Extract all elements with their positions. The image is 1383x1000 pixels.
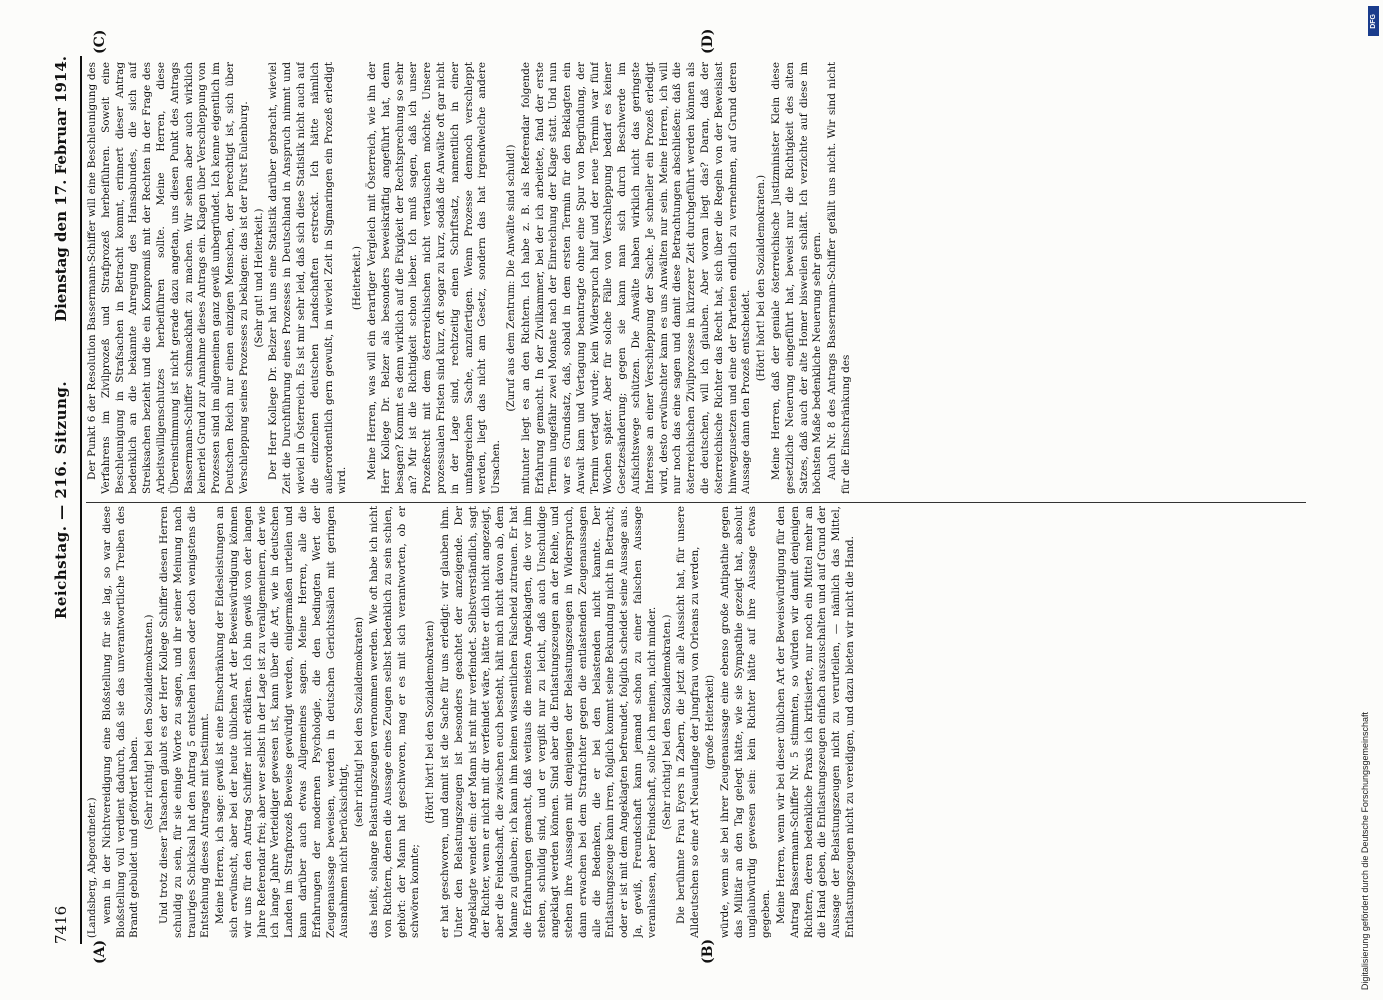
paragraph: Meine Herren, ich sage: gewiß ist eine Einschränkung der Eidesleistungen an sich erwünscht, aber bei der heute üblichen Art der Beweiswürdigung können wir uns für den Antrag Schiffer nicht erklären. Ich bin gewiß von der langen Jahre Referendar frei; aber wer selbst in der Lage ist zu verallgemeinern, der wie ich lange Jahre Verteidiger gewesen ist, kann über die Art, wie in deutschen Landen im Strafprozeß Beweise gewürdigt werden, einigermaßen urteilen und kann darüber auch etwas Allgemeines sagen. Meine Herren, alle die Erfahrungen der modernen Psychologie, die den bedingten Wert der Zeugenaussage beweisen, werden in deutschen Gerichtssälen mit geringen Ausnahmen nicht berücksichtigt, [214,506,351,938]
header-rule [80,56,82,944]
paragraph: Und trotz dieser Tatsachen glaubt es der Herr Kollege Schiffer diesen Herren schuldig zu sein, für sie einige Worte zu sagen, und ihr seiner Meinung nach trauriges Schicksal hat den Antrag 5 entstehen lassen oder doch wenigstens die Entstehung dieses Antrages mit bestimmt. [157,506,212,938]
side-note [1356,20,1376,990]
paragraph: mitunter liegt es an den Richtern. Ich habe z. B. als Referendar folgende Erfahrung gemacht. In der Zivilkammer, bei der ich arbeitete, fand der erste Termin ungefähr zwei Monate nach der Einreichung der Klage statt. Und nun war es Grundsatz, daß, sobald in dem ersten Termin für den Beklagten ein Anwalt kam und Vertagung beantragte ohne eine Spur von Begründung, der Termin vertagt wurde; kein Widerspruch half und der neue Termin war fünf Wochen später. Aber für solche Fälle von Verschleppung bedarf es keiner Gesetzesänderung; gegen sie kann man sich durch Beschwerde im Aufsichtswege schützen. Die Anwälte haben wirklich nicht das geringste Interesse an einer Verschleppung der Sache. Je schneller ein Prozeß erledigt wird, desto erwünschter kann es uns Anwälten nur sein. Meine Herren, ich will nur noch das eine sagen und damit diese Betrachtungen abschließen: daß die österreichischen Zivilprozesse in kürzerer Zeit durchgeführt werden können als die deutschen, will ich glauben. Aber woran liegt das? Daran, daß der österreichische Richter das Recht hat, sich über die Regeln von der Beweislast hinwegzusetzen und eine der Parteien endlich zu vernehmen, auf Grund deren Aussage dann den Prozeß entscheidet. [519,62,753,494]
paragraph: Meine Herren, daß der geniale österreichische Justizminister Klein diese gesetzliche Neuerung eingeführt hat, beweist nur die Richtigkeit des alten Satzes, daß auch der alte Homer bisweilen schläft. Ich verzichte auf diese im höchsten Maße bedenkliche Neuerung sehr gern. [770,62,824,494]
paragraph: Der Punkt 6 der Resolution Bassermann-Schiffer will eine Beschleunigung des Verfahrens im Zivilprozeß und Strafprozeß herbeiführen. Soweit eine Beschleunigung in Strafsachen in Betracht kommt, erinnert dieser Antrag bedenklich an die bekannte Anregung des Hansabundes, die sich auf Streiksachen bezieht und die ein Kompromiß mit der Rechten in der Frage des Arbeitswilligenschutzes herbeiführen sollte. Meine Herren, diese Übereinstimmung ist nicht gerade dazu angetan, uns diesen Punkt des Antrags Bassermann-Schiffer schmackhaft zu machen. Wir sehen aber auch wirklich keinerlei Grund zur Annahme dieses Antrags ein. Klagen über Verschleppung von Prozessen sind im allgemeinen ganz gewiß unbegründet. Ich kenne eigentlich im Deutschen Reich nur einen einzigen Menschen, der berechtigt ist, sich über Verschleppung seines Prozesses zu beklagen: das ist der Fürst Eulenburg. [86,62,250,494]
session-date: Dienstag den 17. Februar 1914. [52,56,70,322]
session-title: Reichstag. — 216. Sitzung. [52,380,70,620]
margin-letter-d: (D) [700,28,716,54]
interjection: (große Heiterkeit) [705,674,717,770]
paragraph: Der Herr Kollege Dr. Belzer hat uns eine Statistik darüber gebracht, wieviel Zeit die Durchführung eines Prozesses in Deutschland in Anspruch nimmt und wieviel in Österreich. Es ist mir sehr leid, daß sich diese Statistik nicht auch auf die einzelnen deutschen Landschaften erstreckt. Ich hätte nämlich außerordentlich gern gewußt, in wieviel Zeit in Sigmaringen ein Prozeß erledigt wird. [267,62,349,494]
margin-letter-c: (C) [92,29,108,54]
interjection: (Zuruf aus dem Zentrum: Die Anwälte sind schuld!) [505,144,517,412]
paragraph: würde, wenn sie bei ihrer Zeugenaussage eine ebenso große Antipathie gegen das Militär an den Tag gelegt hätte, wie sie Sympathie gezeigt hat, absolut unglaubwürdig gewesen sein: kein Richter hätte auf ihre Aussage etwas gegeben. [718,506,773,938]
side-note-text: Digitalisierung gefördert durch die Deutsche Forschungsgemeinschaft [1360,711,1370,990]
column-divider [86,502,1306,503]
interjection: (Sehr gut! und Heiterkeit.) [253,208,265,348]
paragraph: Meine Herren, wenn wir bei dieser üblichen Art der Beweiswürdigung für den Antrag Bassermann-Schiffer Nr. 5 stimmten, so würden wir damit denjenigen Richtern, deren bedenkliche Praxis ich kritisierte, nur noch ein Mittel mehr an die Hand geben, die Entlastungszeugen einfach auszuschalten und auf Grund der Aussage der Belastungszeugen nicht zu verurteilen, — nämlich das Mittel, Entlastungszeugen nicht zu vereidigen, und dazu bieten wir nicht die Hand. [775,506,857,938]
paragraph: Auch Nr. 8 des Antrags Bassermann-Schiffer gefällt uns nicht. Wir sind nicht für die Einschränkung des [826,62,853,494]
dfg-logo-text: DFG [1370,13,1377,29]
dfg-logo [1368,6,1379,36]
interjection: (Sehr richtig! bei den Sozialdemokraten.) [661,614,673,830]
left-column [86,506,1316,938]
margin-letter-a: (A) [92,939,108,964]
page-header [48,56,76,944]
margin-letter-b: (B) [700,938,716,964]
speaker-line: (Landsberg, Abgeordneter.) [87,797,98,938]
interjection: (Heiterkeit.) [352,246,364,310]
right-column [86,62,1316,494]
paragraph: er hat geschworen, und damit ist die Sache für uns erledigt: wir glauben ihm. Unter den Belastungszeugen ist besonders geachtet der anzeigende. Der Angeklagte wendet ein: der Mann ist mit mir verfeindet. Selbstverständlich, sagt der Richter, wenn er nicht mit dir verfeindet wäre, hätte er dich nicht angezeigt, aber die Feindschaft, die zwischen euch besteht, hält mich nicht davon ab, dem Manne zu glauben; ich kann ihm keinen wissentlichen Falscheid zutrauen. Er hat die Erfahrungen gemacht, daß weitaus die meisten Angeklagten, die vor ihm stehen, schuldig sind, und er vergißt nur zu leicht, daß auch Unschuldige angeklagt werden können. Sind aber die Entlastungszeugen an der Reihe, und stehen ihre Aussagen mit denjenigen der Belastungszeugen in Widerspruch, dann erwachen bei dem Strafrichter gegen die entlastenden Zeugenaussagen alle die Bedenken, die er bei den belastenden nicht kannte. Der Entlastungszeuge kann irren, folglich kommt seine Bekundung nicht in Betracht; oder er ist mit dem Angeklagten befreundet, folglich scheidet seine Aussage aus. Ja, gewiß, Freundschaft kann jemand schon zu einer falschen Aussage veranlassen, aber Feindschaft, sollte ich meinen, nicht minder. [438,506,658,938]
page-number: 7416 [52,905,70,944]
interjection: (Hört! hört! bei den Sozialdemokraten.) [756,174,768,382]
paragraph: wenn in der Nichtvereidigung eine Bloßstellung für sie lag, so war diese Bloßstellung voll verdient dadurch, daß sie das unverantwortliche Treiben des Brandt gebuldet und gefördert haben. [100,506,141,938]
paragraph: Meine Herren, was will ein derartiger Vergleich mit Österreich, wie ihn der Herr Kollege Dr. Belzer als besonders beweiskräftig angeführt hat, denn besagen? Kommt es denn wirklich auf die Fixigkeit der Rechtsprechung so sehr an? Mir ist die Richtigkeit schon lieber. Ich muß sagen, daß ich unser Prozeßrecht mit dem österreichischen nicht vertauschen möchte. Unsere prozessualen Fristen sind kurz, oft sogar zu kurz, sodaß die Anwälte oft gar nicht in der Lage sind, rechtzeitig einen Schriftsatz, namentlich in einer umfangreichen Sache, anzufertigen. Wenn Prozesse dennoch verschleppt werden, liegt das nicht am Gesetz, sondern das hat irgendwelche andere Ursachen. [365,62,503,494]
interjection: (Hört! hört! bei den Sozialdemokraten) [425,620,437,824]
interjection: (Sehr richtig! bei den Sozialdemokraten.) [144,614,156,830]
paragraph: Die berühmte Frau Eyers in Zabern, die jetzt alle Aussicht hat, für unsere Alldeutschen so eine Art Neuauflage der Jungfrau von Orleans zu werden, [675,506,702,938]
interjection: (sehr richtig! bei den Sozialdemokraten) [354,616,366,828]
paragraph: das heißt, solange Belastungszeugen vernommen werden. Wie oft habe ich nicht von Richtern, denen die Aussage eines Zeugen selbst bedenklich zu sein schien, gehört: der Mann hat geschworen, mag er es mit sich verantworten, ob er schwören konnte; [367,506,422,938]
